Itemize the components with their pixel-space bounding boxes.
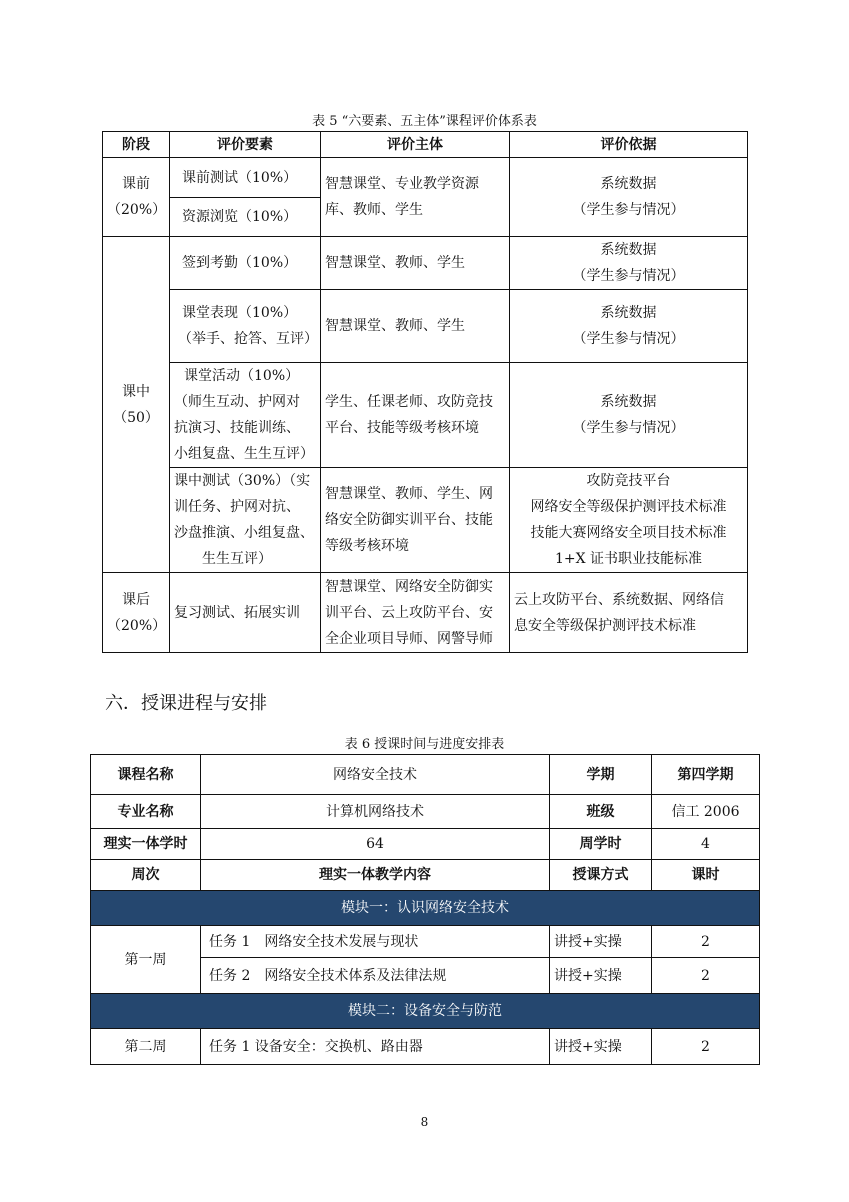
header-basis: 评价依据: [510, 132, 748, 158]
course-name-value: 网络安全技术: [201, 755, 550, 795]
module-title: 模块二：设备安全与防范: [91, 994, 760, 1029]
element-cell: 课前测试（10%）: [170, 158, 321, 198]
header-method: 授课方式: [550, 860, 652, 891]
header-subject: 评价主体: [321, 132, 510, 158]
hours-cell: 2: [652, 958, 760, 994]
basis-cell: 系统数据 （学生参与情况）: [510, 158, 748, 237]
week-cell: 第一周: [91, 926, 201, 994]
header-stage: 阶段: [103, 132, 170, 158]
table-row: [91, 860, 760, 891]
table5-caption: 表 5 “六要素、五主体”课程评价体系表: [312, 114, 537, 129]
header-week: 周次: [91, 860, 201, 891]
module-row: [91, 891, 760, 926]
stage-mid: 课中 （50）: [103, 237, 170, 573]
table-row: [103, 573, 748, 653]
basis-cell: 系统数据 （学生参与情况）: [510, 363, 748, 468]
table-row: [91, 795, 760, 829]
method-cell: 讲授+实操: [550, 958, 652, 994]
term-label: 学期: [550, 755, 652, 795]
element-cell: 课中测试（30%）（实 训任务、护网对抗、 沙盘推演、小组复盘、 生生互评）: [170, 468, 321, 573]
subject-cell: 智慧课堂、教师、学生: [321, 290, 510, 363]
class-value: 信工 2006: [652, 795, 760, 829]
method-cell: 讲授+实操: [550, 926, 652, 958]
element-cell: 课堂活动（10%） （师生互动、护网对 抗演习、技能训练、 小组复盘、生生互评）: [170, 363, 321, 468]
table5-header-row: [103, 132, 748, 158]
header-content: 理实一体教学内容: [201, 860, 550, 891]
major-value: 计算机网络技术: [201, 795, 550, 829]
element-cell: 签到考勤（10%）: [170, 237, 321, 290]
header-element: 评价要素: [170, 132, 321, 158]
subject-cell: 学生、任课老师、攻防竞技 平台、技能等级考核环境: [321, 363, 510, 468]
subject-cell: 智慧课堂、专业教学资源 库、教师、学生: [321, 158, 510, 237]
task-cell: 任务 2 网络安全技术体系及法律法规: [201, 958, 550, 994]
subject-cell: 智慧课堂、教师、学生、网 络安全防御实训平台、技能 等级考核环境: [321, 468, 510, 573]
table-row: [91, 1029, 760, 1065]
weekly-hours-label: 周学时: [550, 829, 652, 860]
hours-cell: 2: [652, 926, 760, 958]
hours-label: 理实一体学时: [91, 829, 201, 860]
table-row: [103, 363, 748, 468]
basis-cell: 系统数据 （学生参与情况）: [510, 237, 748, 290]
table-row: [103, 158, 748, 198]
term-value: 第四学期: [652, 755, 760, 795]
weekly-hours-value: 4: [652, 829, 760, 860]
element-cell: 资源浏览（10%）: [170, 198, 321, 237]
table-row: [91, 926, 760, 958]
schedule-table: [90, 754, 760, 1065]
element-cell: 复习测试、拓展实训: [170, 573, 321, 653]
stage-pre: 课前 （20%）: [103, 158, 170, 237]
page-number: 8: [420, 1115, 429, 1129]
major-label: 专业名称: [91, 795, 201, 829]
table-row: [103, 468, 748, 573]
table-row: [103, 237, 748, 290]
table-row: [103, 290, 748, 363]
module-row: [91, 994, 760, 1029]
method-cell: 讲授+实操: [550, 1029, 652, 1065]
section-heading: 六．授课进程与安排: [105, 693, 267, 714]
task-cell: 任务 1 网络安全技术发展与现状: [201, 926, 550, 958]
table-row: [91, 829, 760, 860]
class-label: 班级: [550, 795, 652, 829]
header-hours: 课时: [652, 860, 760, 891]
hours-value: 64: [201, 829, 550, 860]
module-title: 模块一：认识网络安全技术: [91, 891, 760, 926]
element-cell: 课堂表现（10%） （举手、抢答、互评）: [170, 290, 321, 363]
basis-cell: 系统数据 （学生参与情况）: [510, 290, 748, 363]
week-cell: 第二周: [91, 1029, 201, 1065]
stage-post: 课后 （20%）: [103, 573, 170, 653]
basis-cell: 攻防竞技平台 网络安全等级保护测评技术标准 技能大赛网络安全项目技术标准 1+X 证书职业技能标准: [510, 468, 748, 573]
course-name-label: 课程名称: [91, 755, 201, 795]
table6-caption: 表 6 授课时间与进度安排表: [344, 737, 505, 752]
table-row: [91, 755, 760, 795]
task-cell: 任务 1 设备安全：交换机、路由器: [201, 1029, 550, 1065]
basis-cell: 云上攻防平台、系统数据、网络信 息安全等级保护测评技术标准: [510, 573, 748, 653]
subject-cell: 智慧课堂、网络安全防御实 训平台、云上攻防平台、安 全企业项目导师、网警导师: [321, 573, 510, 653]
subject-cell: 智慧课堂、教师、学生: [321, 237, 510, 290]
evaluation-table: [102, 131, 748, 653]
hours-cell: 2: [652, 1029, 760, 1065]
